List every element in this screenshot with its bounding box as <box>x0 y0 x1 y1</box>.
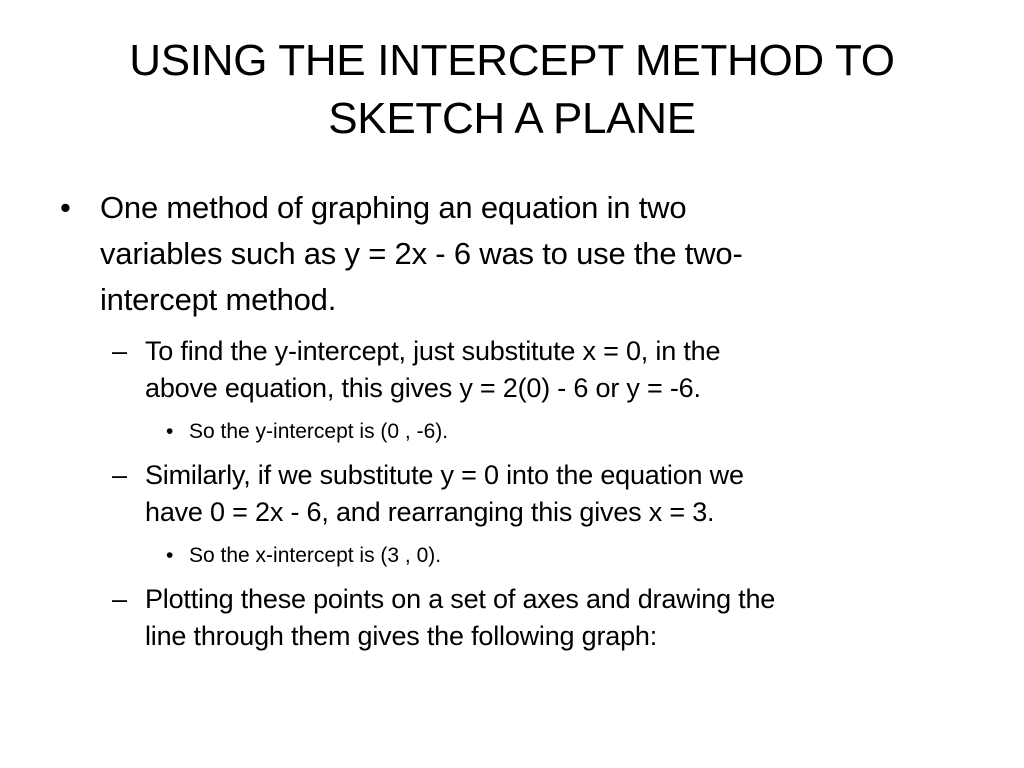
bullet-dot-icon: • <box>166 544 174 567</box>
bullet-text-line: line through them gives the following graph: <box>145 621 658 651</box>
sub-item-y-intercept <box>58 333 968 407</box>
bullet-text-line: have 0 = 2x - 6, and rearranging this gives x = 3. <box>145 497 715 527</box>
slide-title <box>60 32 964 148</box>
bullet-text-line: variables such as y = 2x - 6 was to use the two- <box>100 236 743 271</box>
bullet-item-graphing-method <box>58 185 968 323</box>
sub-item-plotting <box>58 581 968 655</box>
bullet-list <box>58 185 968 655</box>
title-line-1: USING THE INTERCEPT METHOD TO <box>129 36 895 85</box>
bullet-text-line: intercept method. <box>100 282 337 317</box>
bullet-text-line: So the x-intercept is (3 , 0). <box>189 544 442 567</box>
dash-bullet-icon: – <box>112 584 127 614</box>
bullet-dot-icon: • <box>60 190 71 225</box>
bullet-text-line: above equation, this gives y = 2(0) - 6 or y = -6. <box>145 373 701 403</box>
dash-bullet-icon: – <box>112 460 127 490</box>
dash-bullet-icon: – <box>112 336 127 366</box>
bullet-text-line: Similarly, if we substitute y = 0 into the equation we <box>145 460 744 490</box>
bullet-dot-icon: • <box>166 420 174 443</box>
bullet-text-line: So the y-intercept is (0 , -6). <box>189 420 449 443</box>
sub-sub-item-y-intercept-result <box>58 417 968 447</box>
bullet-text-line: One method of graphing an equation in two <box>100 190 687 225</box>
title-line-2: SKETCH A PLANE <box>328 94 696 143</box>
bullet-text-line: To find the y-intercept, just substitute x = 0, in the <box>145 336 721 366</box>
sub-item-x-intercept <box>58 457 968 531</box>
sub-sub-item-x-intercept-result <box>58 541 968 571</box>
bullet-text-line: Plotting these points on a set of axes and drawing the <box>145 584 776 614</box>
